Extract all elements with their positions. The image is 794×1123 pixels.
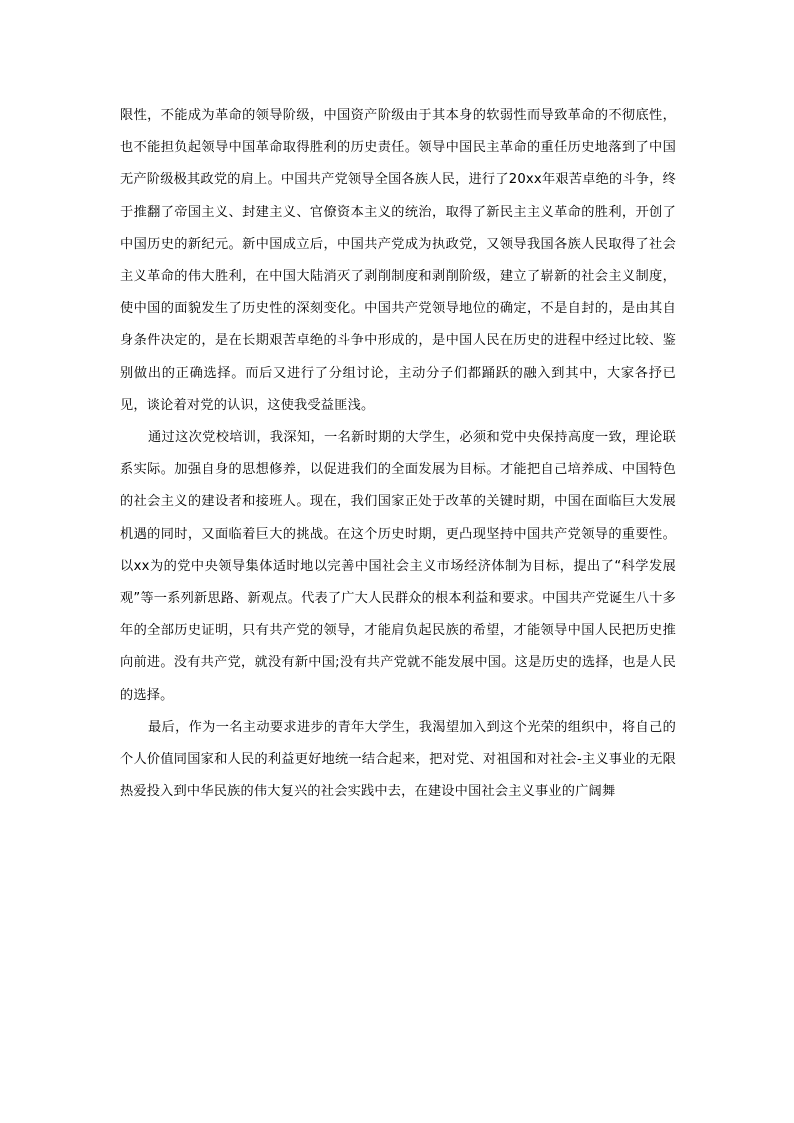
paragraph-party-school-training: 通过这次党校培训，我深知，一名新时期的大学生，必须和党中央保持高度一致，理论联系实际。加强自身的思想修养，以促进我们的全面发展为目标。才能把自己培养成、中国特色的社会主义的建设者和接班人。现在，我们国家正处于改革的关键时期，中国在面临巨大发展机遇的同时，又面临着巨大的挑战。在这个历史时期，更凸现坚持中国共产党领导的重要性。以xx为的党中央领导集体适时地以完善中国社会主义市场经济体制为目标，提出了“科学发展观”等一系列新思路、新观点。代表了广大人民群众的根本利益和要求。中国共产党诞生八十多年的全部历史证明，只有共产党的领导，才能肩负起民族的希望，才能领导中国人民把历史推向前进。没有共产党，就没有新中国;没有共产党就不能发展中国。这是历史的选择，也是人民的选择。	[120, 430, 676, 703]
paragraph-conclusion: 最后，作为一名主动要求进步的青年大学生，我渴望加入到这个光荣的组织中，将自己的个人价值同国家和人民的利益更好地统一结合起来，把对党、对祖国和对社会-主义事业的无限热爱投入到中华民族的伟大复兴的社会实践中去，在建设中国社会主义事业的广阔舞	[120, 719, 676, 800]
document-body	[120, 100, 676, 808]
paragraph-continued: 限性，不能成为革命的领导阶级，中国资产阶级由于其本身的软弱性而导致革命的不彻底性，也不能担负起领导中国革命取得胜利的历史责任。领导中国民主革命的重任历史地落到了中国无产阶级极其政党的肩上。中国共产党领导全国各族人民，进行了20xx年艰苦卓绝的斗争，终于推翻了帝国主义、封建主义、官僚资本主义的统治，取得了新民主主义革命的胜利，开创了中国历史的新纪元。新中国成立后，中国共产党成为执政党，又领导我国各族人民取得了社会主义革命的伟大胜利，在中国大陆消灭了剥削制度和剥削阶级，建立了崭新的社会主义制度，使中国的面貌发生了历史性的深刻变化。中国共产党领导地位的确定，不是自封的，是由其自身条件决定的，是在长期艰苦卓绝的斗争中形成的，是中国人民在历史的进程中经过比较、鉴别做出的正确选择。而后又进行了分组讨论，主动分子们都踊跃的融入到其中，大家各抒已见，谈论着对党的认识，这使我受益匪浅。	[120, 108, 676, 413]
